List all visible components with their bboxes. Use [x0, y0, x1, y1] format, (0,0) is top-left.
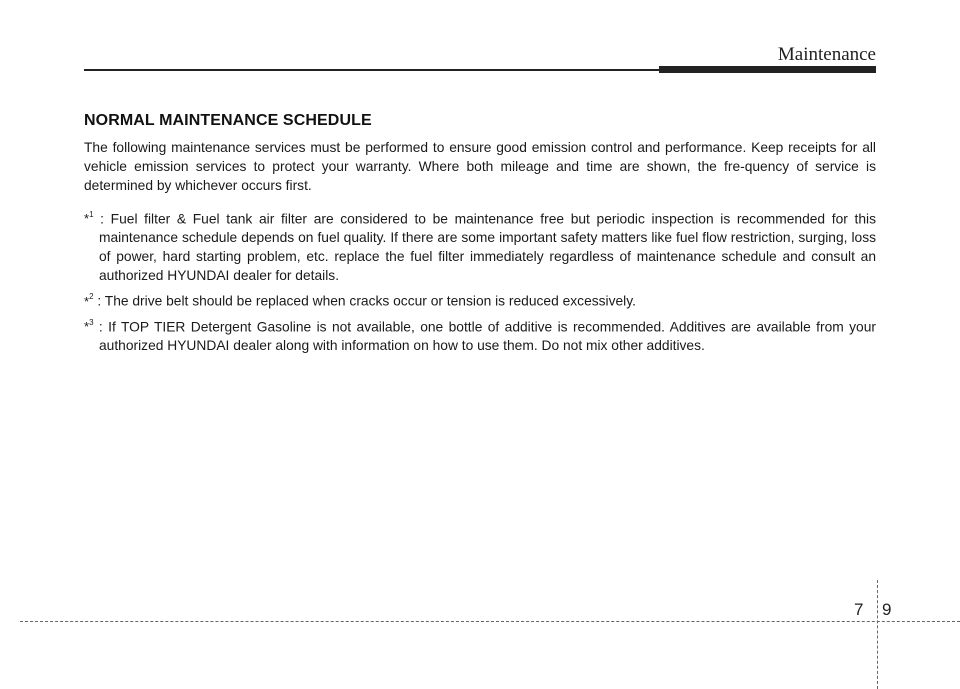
- footnote-marker: *$^2$: [84, 292, 94, 309]
- intro-paragraph: The following maintenance services must be performed to ensure good emission control and performance. Keep receipts for all vehicle emission services to protect your warranty. Where both mileage and time are shown, the fre-quency of service is determined by whichever occurs first.: [84, 140, 876, 193]
- footnote-marker: *$^3$: [84, 317, 94, 334]
- page-content: [84, 112, 876, 358]
- section-title: NORMAL MAINTENANCE SCHEDULE: [84, 112, 372, 129]
- footnote-marker: *$^1$: [84, 210, 94, 227]
- footnote-text: : The drive belt should be replaced when cracks occur or tension is reduced excessively.: [93, 293, 636, 309]
- footnote-3: [84, 314, 876, 355]
- footnote-text: : Fuel filter & Fuel tank air filter are considered to be maintenance free but periodic inspection is recommended for this maintenance schedule depends on fuel quality. If there are some important safety matters like fuel flow restriction, surging, loss of power, hard starting problem, etc. replace the fuel filter immediately regardless of maintenance schedule and consult an authorized HYUNDAI dealer for details.: [93, 211, 876, 284]
- chapter-title: Maintenance: [777, 44, 876, 65]
- footnote-1: [84, 206, 876, 285]
- footnote-2: [84, 288, 876, 310]
- footnote-text: : If TOP TIER Detergent Gasoline is not available, one bottle of additive is recommended. Additives are available from your authorized HYUNDAI dealer along with information on how to use them. Do not mix other additives.: [93, 318, 876, 353]
- page-chapter-number: 7: [854, 600, 864, 619]
- header-rule-accent: [659, 66, 876, 73]
- header-rule: [84, 69, 664, 71]
- footer-divider: [877, 580, 878, 689]
- footer-rule: [20, 621, 960, 622]
- page-number: 9: [882, 600, 892, 619]
